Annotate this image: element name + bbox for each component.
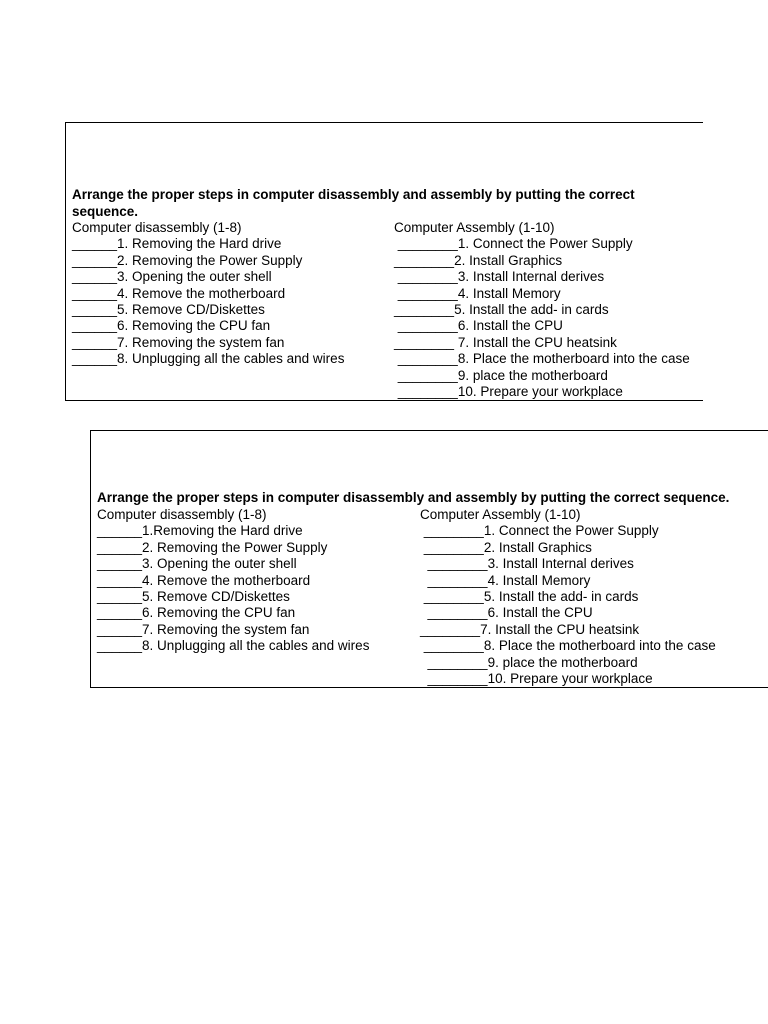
disassembly-step: ______2. Removing the Power Supply xyxy=(97,539,328,555)
assembly-step: ________9. place the motherboard xyxy=(420,654,638,670)
disassembly-column xyxy=(97,507,369,655)
assembly-step: ________6. Install the CPU xyxy=(394,318,563,334)
assembly-step: ________4. Install Memory xyxy=(420,572,591,588)
worksheet-2 xyxy=(90,430,768,688)
assembly-heading: Computer Assembly (1-10) xyxy=(394,220,555,235)
assembly-step: ________10. Prepare your workplace xyxy=(420,670,653,686)
disassembly-step: ______6. Removing the CPU fan xyxy=(72,318,271,334)
assembly-heading: Computer Assembly (1-10) xyxy=(420,507,581,522)
disassembly-step: ______6. Removing the CPU fan xyxy=(97,605,296,621)
assembly-step: ________8. Place the motherboard into the case xyxy=(420,638,716,654)
assembly-step: ________2. Install Graphics xyxy=(420,539,592,555)
disassembly-step: ______8. Unplugging all the cables and wires xyxy=(72,351,345,367)
instruction-text: Arrange the proper steps in computer disassembly and assembly by putting the correct sequence. xyxy=(97,490,730,505)
disassembly-step: ______1.Removing the Hard drive xyxy=(97,523,303,539)
assembly-step: ________1. Connect the Power Supply xyxy=(420,523,659,539)
assembly-step: ________1. Connect the Power Supply xyxy=(394,236,633,252)
disassembly-step: ______7. Removing the system fan xyxy=(97,621,310,637)
disassembly-step: ______1. Removing the Hard drive xyxy=(72,236,282,252)
disassembly-step: ______4. Remove the motherboard xyxy=(97,572,311,588)
disassembly-step: ______7. Removing the system fan xyxy=(72,334,285,350)
assembly-step: ________6. Install the CPU xyxy=(420,605,593,621)
assembly-step: ________7. Install the CPU heatsink xyxy=(420,621,640,637)
assembly-column xyxy=(420,507,716,687)
assembly-step: ________2. Install Graphics xyxy=(394,252,563,268)
assembly-step: ________9. place the motherboard xyxy=(394,367,608,383)
assembly-step: ________8. Place the motherboard into the case xyxy=(394,351,690,367)
disassembly-step: ______2. Removing the Power Supply xyxy=(72,252,303,268)
assembly-step: ________5. Install the add- in cards xyxy=(394,301,609,317)
disassembly-heading: Computer disassembly (1-8) xyxy=(97,507,267,522)
assembly-step: ________4. Install Memory xyxy=(394,285,561,301)
disassembly-step: ______3. Opening the outer shell xyxy=(97,556,297,572)
disassembly-step: ______4. Remove the motherboard xyxy=(72,285,286,301)
worksheet-1 xyxy=(65,122,703,401)
instruction-text: Arrange the proper steps in computer disassembly and assembly by putting the correct sequence. xyxy=(72,187,635,219)
assembly-step: ________10. Prepare your workplace xyxy=(394,383,623,399)
disassembly-step: ______3. Opening the outer shell xyxy=(72,269,272,285)
disassembly-heading: Computer disassembly (1-8) xyxy=(72,220,242,235)
assembly-step: ________5. Install the add- in cards xyxy=(420,588,639,604)
assembly-step: ________3. Install Internal derives xyxy=(420,556,634,572)
assembly-column xyxy=(394,220,690,400)
disassembly-step: ______8. Unplugging all the cables and wires xyxy=(97,638,370,654)
disassembly-step: ______5. Remove CD/Diskettes xyxy=(72,301,265,317)
disassembly-column xyxy=(72,220,344,368)
assembly-step: ________3. Install Internal derives xyxy=(394,269,605,285)
disassembly-step: ______5. Remove CD/Diskettes xyxy=(97,588,290,604)
assembly-step: ________ 7. Install the CPU heatsink xyxy=(394,334,617,350)
